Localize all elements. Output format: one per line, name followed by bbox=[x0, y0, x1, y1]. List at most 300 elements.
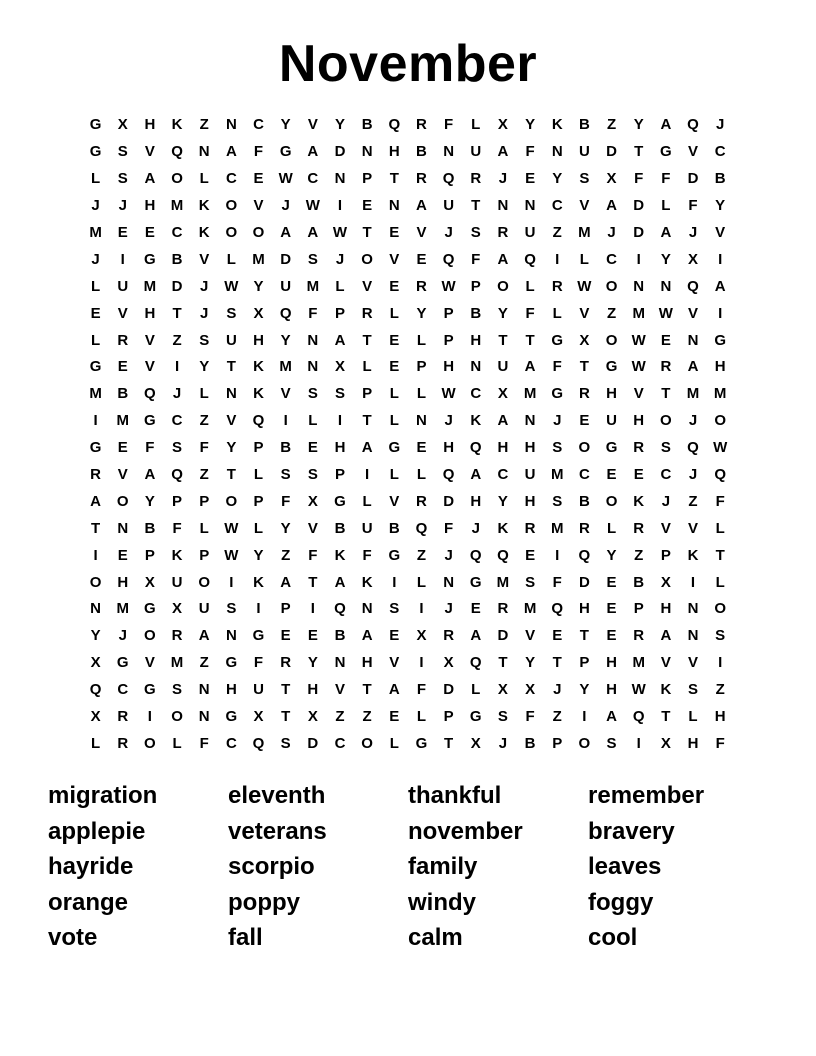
grid-letter: M bbox=[116, 600, 129, 618]
grid-letter: E bbox=[579, 412, 590, 430]
grid-letter: L bbox=[253, 466, 264, 484]
grid-letter: R bbox=[470, 170, 482, 188]
grid-letter: O bbox=[198, 573, 211, 591]
grid-letter: X bbox=[117, 116, 128, 134]
grid-letter: W bbox=[305, 197, 320, 215]
grid-letter: G bbox=[388, 439, 401, 457]
letter-grid bbox=[82, 112, 734, 757]
grid-letter: H bbox=[443, 439, 455, 457]
grid-letter: N bbox=[687, 627, 699, 645]
grid-letter: T bbox=[362, 331, 372, 349]
grid-letter: X bbox=[307, 708, 318, 726]
grid-letter: J bbox=[200, 304, 209, 322]
grid-letter: O bbox=[605, 492, 618, 510]
grid-letter: L bbox=[688, 708, 698, 726]
grid-letter: V bbox=[525, 627, 536, 645]
word-list-item: orange bbox=[48, 888, 129, 916]
grid-letter: S bbox=[117, 170, 128, 188]
grid-letter: H bbox=[606, 385, 617, 403]
grid-letter: G bbox=[225, 654, 238, 672]
grid-letter: G bbox=[144, 250, 156, 268]
grid-letter: Z bbox=[606, 304, 617, 322]
grid-letter: J bbox=[716, 116, 725, 134]
grid-letter: O bbox=[578, 439, 591, 457]
grid-letter: B bbox=[144, 519, 156, 537]
grid-letter: I bbox=[93, 412, 98, 430]
grid-letter: Q bbox=[469, 654, 482, 672]
grid-letter: R bbox=[90, 466, 101, 484]
grid-letter: S bbox=[117, 143, 128, 161]
grid-letter: N bbox=[443, 573, 455, 591]
grid-letter: K bbox=[470, 412, 482, 430]
grid-letter: M bbox=[713, 385, 727, 403]
word-list-item: applepie bbox=[48, 817, 146, 845]
grid-letter: Q bbox=[687, 277, 699, 295]
word-list-item: eleventh bbox=[228, 782, 326, 809]
grid-letter: K bbox=[171, 546, 183, 564]
grid-letter: G bbox=[225, 708, 238, 726]
grid-letter: J bbox=[498, 734, 508, 752]
grid-letter: U bbox=[470, 143, 482, 161]
grid-letter: Y bbox=[280, 116, 291, 134]
grid-letter: A bbox=[225, 143, 237, 161]
grid-letter: O bbox=[361, 734, 373, 752]
grid-letter: D bbox=[334, 143, 346, 161]
grid-letter: D bbox=[497, 627, 509, 645]
grid-letter: F bbox=[471, 250, 481, 268]
grid-letter: N bbox=[307, 331, 319, 349]
grid-letter: R bbox=[633, 439, 645, 457]
grid-letter: S bbox=[172, 681, 183, 699]
grid-letter: K bbox=[334, 546, 346, 564]
grid-letter: U bbox=[606, 412, 617, 430]
grid-row bbox=[82, 166, 734, 193]
grid-letter: Q bbox=[497, 546, 509, 564]
grid-letter: L bbox=[416, 331, 427, 349]
grid-letter: L bbox=[552, 304, 562, 322]
grid-letter: Z bbox=[335, 708, 345, 726]
grid-letter: S bbox=[199, 331, 210, 349]
grid-row bbox=[82, 327, 734, 354]
grid-letter: E bbox=[389, 358, 400, 376]
grid-letter: M bbox=[578, 224, 591, 241]
grid-letter: B bbox=[714, 170, 726, 188]
grid-letter: E bbox=[117, 224, 128, 241]
grid-letter: V bbox=[389, 492, 400, 510]
grid-letter: T bbox=[281, 681, 291, 699]
grid-letter: K bbox=[253, 385, 264, 403]
grid-letter: L bbox=[715, 519, 725, 537]
grid-letter: U bbox=[253, 681, 264, 699]
grid-letter: S bbox=[389, 600, 400, 618]
grid-letter: T bbox=[281, 708, 291, 726]
grid-letter: T bbox=[634, 143, 644, 161]
grid-letter: L bbox=[416, 466, 427, 484]
grid-letter: A bbox=[497, 412, 509, 430]
grid-letter: O bbox=[660, 412, 672, 430]
grid-letter: C bbox=[660, 466, 672, 484]
grid-letter: N bbox=[225, 627, 237, 645]
grid-letter: F bbox=[552, 573, 562, 591]
grid-letter: X bbox=[253, 304, 264, 322]
grid-letter: W bbox=[224, 277, 239, 295]
grid-letter: G bbox=[551, 385, 564, 403]
grid-letter: V bbox=[144, 654, 155, 672]
grid-letter: A bbox=[388, 681, 400, 699]
grid-letter: G bbox=[89, 439, 102, 457]
grid-letter: L bbox=[606, 519, 617, 537]
grid-letter: E bbox=[307, 439, 318, 457]
grid-letter: Z bbox=[634, 546, 644, 564]
grid-letter: R bbox=[416, 116, 427, 134]
grid-letter: X bbox=[443, 654, 454, 672]
grid-letter: L bbox=[471, 681, 481, 699]
grid-letter: B bbox=[524, 734, 536, 752]
grid-letter: N bbox=[388, 197, 400, 215]
grid-letter: U bbox=[280, 277, 292, 295]
grid-letter: Y bbox=[416, 304, 427, 322]
grid-letter: C bbox=[253, 116, 264, 134]
grid-letter: X bbox=[579, 331, 590, 349]
grid-letter: E bbox=[389, 331, 400, 349]
grid-letter: Y bbox=[579, 681, 590, 699]
grid-letter: D bbox=[578, 573, 590, 591]
grid-letter: H bbox=[361, 654, 373, 672]
grid-row bbox=[82, 300, 734, 327]
grid-letter: R bbox=[578, 385, 590, 403]
grid-letter: W bbox=[224, 519, 239, 537]
grid-letter: Z bbox=[688, 492, 698, 510]
grid-letter: N bbox=[524, 412, 536, 430]
grid-letter: K bbox=[253, 573, 264, 591]
grid-letter: P bbox=[334, 466, 345, 484]
grid-letter: S bbox=[226, 600, 237, 618]
grid-letter: V bbox=[307, 116, 318, 134]
grid-letter: T bbox=[90, 519, 101, 537]
grid-letter: P bbox=[144, 546, 155, 564]
grid-letter: S bbox=[497, 708, 508, 726]
grid-letter: S bbox=[307, 466, 318, 484]
grid-letter: O bbox=[605, 331, 618, 349]
grid-letter: H bbox=[660, 600, 672, 618]
grid-letter: R bbox=[171, 627, 183, 645]
grid-letter: S bbox=[470, 224, 481, 241]
grid-letter: E bbox=[470, 600, 481, 618]
grid-letter: I bbox=[555, 546, 560, 564]
grid-letter: T bbox=[444, 734, 454, 752]
grid-letter: P bbox=[470, 277, 481, 295]
grid-letter: I bbox=[718, 304, 723, 322]
grid-letter: E bbox=[307, 627, 318, 645]
grid-letter: G bbox=[551, 331, 564, 349]
grid-letter: P bbox=[362, 385, 373, 403]
grid-letter: A bbox=[280, 573, 292, 591]
grid-letter: A bbox=[334, 331, 346, 349]
word-list-item: veterans bbox=[228, 817, 327, 845]
grid-letter: V bbox=[362, 277, 373, 295]
grid-letter: L bbox=[90, 277, 101, 295]
grid-letter: M bbox=[116, 412, 129, 430]
grid-letter: A bbox=[361, 439, 373, 457]
grid-letter: V bbox=[117, 304, 128, 322]
grid-letter: H bbox=[144, 197, 156, 215]
grid-letter: F bbox=[308, 304, 318, 322]
grid-letter: P bbox=[579, 654, 590, 672]
grid-letter: S bbox=[552, 492, 563, 510]
word-list-item: bravery bbox=[588, 817, 675, 845]
grid-letter: H bbox=[144, 116, 156, 134]
grid-letter: D bbox=[280, 250, 292, 268]
grid-letter: C bbox=[334, 734, 346, 752]
grid-letter: O bbox=[144, 627, 156, 645]
grid-letter: Q bbox=[171, 143, 183, 161]
grid-letter: D bbox=[443, 681, 455, 699]
grid-letter: J bbox=[118, 197, 127, 215]
grid-letter: J bbox=[661, 492, 671, 510]
grid-letter: G bbox=[660, 143, 672, 161]
grid-letter: P bbox=[416, 358, 427, 376]
grid-letter: C bbox=[117, 681, 129, 699]
grid-letter: T bbox=[579, 627, 589, 645]
word-list-item: fall bbox=[228, 924, 263, 951]
grid-letter: I bbox=[93, 546, 98, 564]
word-list-item: foggy bbox=[588, 888, 654, 916]
grid-letter: G bbox=[388, 546, 401, 564]
grid-letter: W bbox=[658, 304, 673, 322]
grid-row bbox=[82, 462, 734, 489]
grid-letter: F bbox=[145, 439, 155, 457]
grid-letter: Q bbox=[171, 466, 183, 484]
grid-letter: A bbox=[470, 627, 482, 645]
grid-letter: G bbox=[252, 627, 265, 645]
grid-letter: Z bbox=[199, 116, 209, 134]
grid-letter: Q bbox=[415, 519, 428, 537]
grid-letter: F bbox=[688, 197, 698, 215]
grid-letter: A bbox=[497, 250, 509, 268]
grid-letter: E bbox=[253, 170, 264, 188]
grid-letter: E bbox=[416, 250, 427, 268]
grid-letter: C bbox=[171, 412, 183, 430]
grid-letter: M bbox=[632, 304, 645, 322]
grid-letter: T bbox=[552, 654, 562, 672]
grid-letter: E bbox=[416, 439, 427, 457]
grid-letter: F bbox=[172, 519, 182, 537]
grid-letter: O bbox=[225, 197, 238, 215]
word-list-item: migration bbox=[48, 782, 158, 809]
grid-letter: N bbox=[117, 519, 129, 537]
grid-letter: Y bbox=[253, 546, 264, 564]
grid-letter: U bbox=[171, 573, 183, 591]
grid-letter: S bbox=[172, 439, 183, 457]
grid-letter: Q bbox=[252, 412, 265, 430]
grid-letter: Q bbox=[687, 439, 699, 457]
grid-letter: J bbox=[688, 224, 698, 241]
grid-letter: E bbox=[525, 546, 536, 564]
grid-row bbox=[82, 273, 734, 300]
grid-letter: G bbox=[279, 143, 292, 161]
grid-letter: R bbox=[443, 627, 455, 645]
grid-letter: V bbox=[253, 197, 264, 215]
grid-letter: G bbox=[605, 439, 618, 457]
grid-letter: Y bbox=[253, 277, 264, 295]
grid-letter: R bbox=[280, 654, 292, 672]
grid-letter: Q bbox=[144, 385, 156, 403]
grid-letter: G bbox=[89, 143, 102, 161]
grid-letter: F bbox=[715, 734, 725, 752]
grid-letter: O bbox=[89, 573, 102, 591]
grid-letter: G bbox=[144, 412, 156, 430]
grid-letter: D bbox=[687, 170, 699, 188]
grid-letter: H bbox=[225, 681, 237, 699]
grid-letter: M bbox=[550, 466, 564, 484]
grid-letter: I bbox=[582, 708, 587, 726]
grid-letter: T bbox=[498, 654, 508, 672]
grid-letter: O bbox=[171, 708, 183, 726]
grid-row bbox=[82, 435, 734, 462]
grid-letter: H bbox=[633, 412, 645, 430]
grid-letter: S bbox=[606, 734, 617, 752]
grid-letter: T bbox=[226, 466, 236, 484]
grid-letter: P bbox=[660, 546, 671, 564]
grid-row bbox=[82, 515, 734, 542]
grid-letter: Q bbox=[578, 546, 591, 564]
grid-letter: O bbox=[252, 224, 265, 241]
grid-letter: R bbox=[117, 331, 129, 349]
grid-letter: I bbox=[392, 573, 397, 591]
word-list-item: poppy bbox=[228, 888, 300, 916]
grid-letter: N bbox=[198, 143, 210, 161]
grid-letter: C bbox=[551, 197, 563, 215]
grid-letter: N bbox=[225, 385, 237, 403]
grid-letter: J bbox=[607, 224, 616, 241]
grid-letter: Z bbox=[199, 412, 209, 430]
grid-letter: O bbox=[714, 412, 726, 430]
grid-letter: N bbox=[198, 708, 210, 726]
grid-letter: E bbox=[389, 224, 400, 241]
grid-letter: A bbox=[90, 492, 101, 510]
grid-letter: Y bbox=[226, 439, 237, 457]
grid-letter: E bbox=[90, 304, 101, 322]
grid-letter: I bbox=[636, 250, 641, 268]
grid-letter: X bbox=[172, 600, 183, 618]
grid-letter: L bbox=[362, 492, 372, 510]
grid-letter: U bbox=[578, 143, 590, 161]
grid-letter: Z bbox=[416, 546, 427, 564]
grid-letter: C bbox=[307, 170, 319, 188]
grid-letter: I bbox=[147, 708, 152, 726]
grid-letter: S bbox=[334, 385, 345, 403]
grid-letter: R bbox=[117, 734, 129, 752]
grid-letter: T bbox=[661, 708, 671, 726]
grid-letter: Y bbox=[334, 116, 345, 134]
grid-letter: Y bbox=[307, 654, 318, 672]
grid-letter: E bbox=[606, 466, 617, 484]
grid-letter: G bbox=[415, 734, 428, 752]
grid-letter: M bbox=[89, 385, 102, 403]
grid-letter: H bbox=[687, 734, 699, 752]
grid-letter: L bbox=[172, 734, 182, 752]
grid-letter: R bbox=[117, 708, 129, 726]
grid-letter: W bbox=[577, 277, 592, 295]
grid-letter: J bbox=[281, 197, 290, 215]
grid-letter: B bbox=[334, 519, 346, 537]
grid-letter: I bbox=[283, 412, 288, 430]
grid-letter: T bbox=[389, 170, 399, 188]
grid-letter: M bbox=[279, 358, 292, 376]
grid-letter: E bbox=[660, 331, 671, 349]
grid-letter: Y bbox=[199, 358, 210, 376]
grid-letter: A bbox=[687, 358, 699, 376]
grid-letter: J bbox=[118, 627, 127, 645]
grid-letter: Y bbox=[715, 197, 726, 215]
grid-letter: T bbox=[172, 304, 182, 322]
grid-letter: Q bbox=[469, 546, 482, 564]
grid-letter: L bbox=[715, 573, 725, 591]
grid-letter: Q bbox=[442, 466, 455, 484]
page-title: November bbox=[278, 35, 538, 93]
grid-letter: L bbox=[471, 116, 481, 134]
grid-letter: W bbox=[278, 170, 293, 188]
grid-letter: A bbox=[307, 224, 319, 241]
grid-letter: W bbox=[713, 439, 728, 457]
grid-letter: X bbox=[416, 627, 427, 645]
grid-letter: N bbox=[90, 600, 101, 618]
grid-letter: F bbox=[281, 492, 291, 510]
grid-letter: R bbox=[416, 277, 427, 295]
grid-letter: E bbox=[389, 277, 400, 295]
grid-letter: V bbox=[117, 466, 128, 484]
grid-letter: F bbox=[525, 304, 535, 322]
grid-letter: C bbox=[714, 143, 726, 161]
grid-letter: Q bbox=[551, 600, 564, 618]
grid-letter: Y bbox=[497, 492, 508, 510]
grid-letter: H bbox=[117, 573, 129, 591]
grid-row bbox=[82, 488, 734, 515]
grid-letter: M bbox=[632, 654, 645, 672]
grid-row bbox=[82, 220, 734, 247]
grid-letter: M bbox=[306, 277, 320, 295]
grid-letter: K bbox=[198, 197, 210, 215]
grid-letter: A bbox=[334, 573, 346, 591]
grid-letter: W bbox=[441, 277, 456, 295]
grid-letter: C bbox=[225, 170, 237, 188]
grid-row bbox=[82, 246, 734, 273]
grid-letter: I bbox=[365, 466, 370, 484]
grid-letter: V bbox=[389, 654, 400, 672]
grid-row bbox=[82, 730, 734, 757]
grid-letter: Z bbox=[552, 224, 562, 241]
grid-letter: P bbox=[253, 492, 264, 510]
grid-row bbox=[82, 569, 734, 596]
grid-letter: Y bbox=[280, 519, 291, 537]
grid-letter: W bbox=[332, 224, 348, 241]
grid-letter: O bbox=[225, 224, 238, 241]
grid-letter: A bbox=[714, 277, 726, 295]
grid-letter: F bbox=[525, 143, 535, 161]
grid-letter: F bbox=[661, 170, 671, 188]
grid-letter: F bbox=[525, 708, 535, 726]
grid-letter: S bbox=[226, 304, 237, 322]
grid-letter: Q bbox=[89, 681, 102, 699]
grid-letter: V bbox=[579, 197, 590, 215]
grid-letter: A bbox=[606, 708, 617, 726]
grid-letter: D bbox=[171, 277, 183, 295]
grid-letter: D bbox=[443, 492, 455, 510]
grid-letter: H bbox=[470, 331, 482, 349]
grid-letter: M bbox=[496, 573, 510, 591]
grid-letter: Q bbox=[388, 116, 401, 134]
grid-letter: M bbox=[89, 224, 102, 241]
